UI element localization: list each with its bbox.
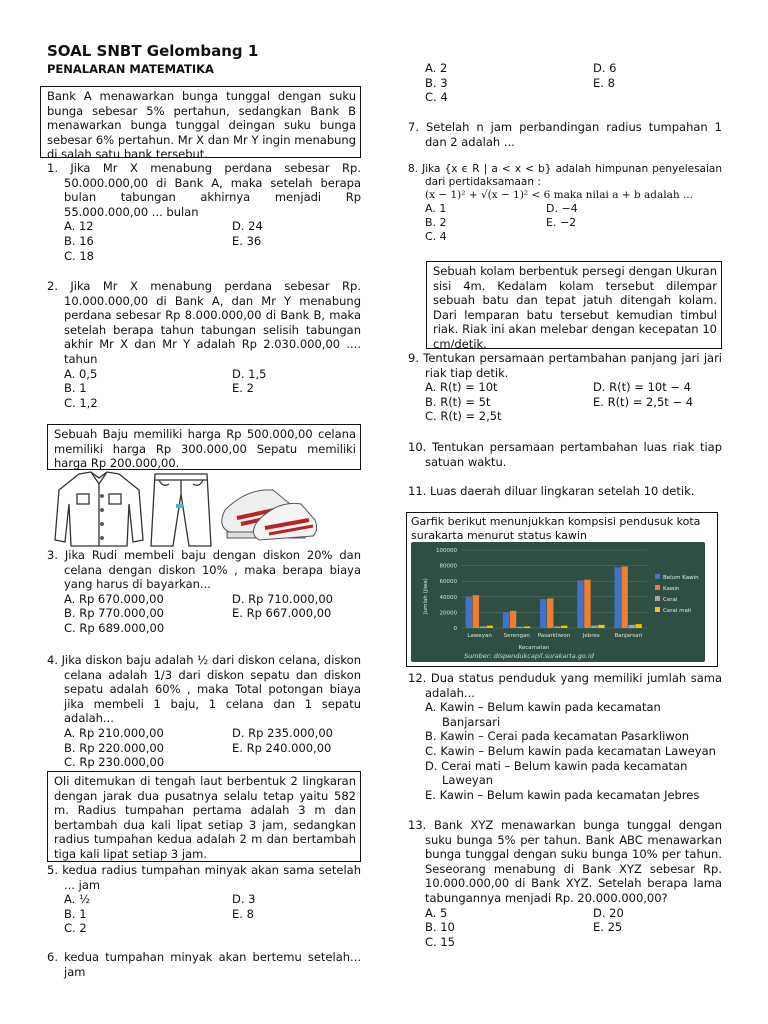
chart-bar [540,599,546,628]
question-9-stem: 9. Tentukan persamaan pertambahan panjang jari jari riak tiap detik. [408,351,722,380]
question-9-option-c[interactable]: C. R(t) = 2,5t [425,409,502,424]
question-3-stem: 3. Jika Rudi membeli baju dengan diskon 20% dan celana dengan diskon 10% , maka berapa biaya yang harus di bayarkan... [47,548,361,592]
question-13-stem: 13. Bank XYZ menawarkan bunga tunggal dengan suku bunga 5% per tahun. Bank ABC menawarkan bunga tunggal dengan suku bunga 10% per tahun. Seseorang menabung di Bank XYZ sebesar Rp. 10.000.000,00 di Bank XYZ. Setelah berapa lama tabungannya menjadi Rp. 20.000.000,00? [408,818,722,905]
page-title: SOAL SNBT Gelombang 1 [47,42,259,60]
page-subtitle: PENALARAN MATEMATIKA [47,62,214,76]
question-4 [47,653,361,770]
question-1-stem: 1. Jika Mr X menabung perdana sebesar Rp. 50.000.000,00 di Bank A, maka setelah berapa bulan tabungan akhirnya menjadi Rp 55.000.000,00 ... bulan [47,161,361,219]
chart-legend-label: Kawin [663,586,680,592]
question-4-stem: 4. Jika diskon baju adalah ½ dari diskon celana, diskon celana adalah 1/3 dari diskon sepatu dan diskon sepatu adalah 60% , maka Total potongan biaya jika membeli 1 baju, 1 celana dan 1 sepatu adalah... [47,653,361,726]
question-5-option-b[interactable]: B. 1 [64,906,87,921]
chart-legend-swatch [655,585,660,590]
question-11-stem: 11. Luas daerah diluar lingkaran setelah 10 detik. [408,484,695,498]
oil-spill-context-text: Oli ditemukan di tengah laut berbentuk 2 lingkaran dengan jarak dua pusatnya selalu tetap yaitu 582 m. Radius tumpahan pertama adalah 3 m dan bertambah dua kali lipat setiap 3 jam, sedangkan radius tumpahan kedua adalah 2 m dan bertambah tiga kali lipat setiap 3 jam. [54,774,356,861]
question-12-option-a[interactable]: A. Kawin – Belum kawin pada kecamatan Banjarsari [425,700,661,729]
chart-legend-label: Cerai mati [663,608,692,614]
oil-spill-context-box [47,771,361,862]
population-chart [411,542,705,662]
question-6-option-c[interactable]: C. 4 [425,90,448,105]
shirt-icon [55,472,143,546]
question-5-option-d[interactable]: D. 3 [232,892,256,907]
question-5-option-c[interactable]: C. 2 [64,921,87,936]
question-13-option-c[interactable]: C. 15 [425,934,455,949]
chart-bar [466,597,472,628]
question-2-option-d[interactable]: D. 1,5 [232,366,267,381]
question-12-option-b[interactable]: B. Kawin – Cerai pada kecamatan Pasarkliwon [425,729,690,744]
chart-bar [524,626,530,628]
question-9-option-e[interactable]: E. R(t) = 2,5t − 4 [593,394,694,409]
question-3 [47,548,361,636]
question-6-stem: 6. kedua tumpahan minyak akan bertemu setelah... jam [47,950,361,979]
chart-legend-swatch [655,607,660,612]
chart-x-tick-label: Laweyan [467,633,492,639]
question-2-option-a[interactable]: A. 0,5 [64,366,98,381]
chart-y-tick-label: 20000 [439,610,457,617]
question-12-option-c[interactable]: C. Kawin – Belum kawin pada kecamatan Laweyan [425,743,716,758]
chart-source: Sumber: dispendukcapil.surakarta.go.id [464,652,594,660]
question-7-stem: 7. Setelah n jam perbandingan radius tumpahan 1 dan 2 adalah ... [408,120,722,149]
question-13-option-e[interactable]: E. 25 [593,920,623,935]
question-12 [408,671,722,802]
question-6-option-d[interactable]: D. 6 [593,61,617,75]
question-10 [408,440,722,469]
question-4-option-c[interactable]: C. Rp 230.000,00 [64,755,165,770]
question-1-option-a[interactable]: A. 12 [64,219,94,234]
chart-x-tick-label: Jebres [582,633,600,639]
chart-bar [621,566,627,628]
chart-bar [591,626,597,628]
question-8-option-e[interactable]: E. −2 [546,216,577,229]
chart-bar [577,580,583,628]
question-3-option-d[interactable]: D. Rp 710.000,00 [232,591,333,606]
chart-y-tick-label: 80000 [439,563,457,570]
question-6-option-e[interactable]: E. 8 [593,75,615,90]
question-4-option-e[interactable]: E. Rp 240.000,00 [232,740,332,755]
chart-legend-label: Belum Kawin [663,575,699,581]
question-12-option-e[interactable]: E. Kawin – Belum kawin pada kecamatan Jebres [425,787,700,802]
question-4-option-b[interactable]: B. Rp 220.000,00 [64,740,164,755]
chart-bar [503,612,509,628]
pond-context-text: Sebuah kolam berbentuk persegi dengan Ukuran sisi 4m. Kedalam kolam tersebut dilempar sebuah batu dan tepat jatuh ditengah kolam. Dari lemparan batu tersebut kemudian timbul riak. Riak ini akan melebar dengan kecepatan 10 cm/detik. [433,264,717,351]
question-8-option-c[interactable]: C. 4 [425,230,447,243]
question-6 [47,950,361,979]
question-2-option-e[interactable]: E. 2 [232,381,254,396]
chart-y-tick-label: 0 [453,626,457,632]
chart-bar [480,626,486,628]
question-1-option-b[interactable]: B. 16 [64,233,94,248]
question-2 [47,279,361,410]
question-11 [408,484,722,499]
trousers-icon [151,474,211,546]
chart-x-axis-label: Kecamatan [518,645,550,651]
question-13-option-b[interactable]: B. 10 [425,920,455,935]
question-4-option-d[interactable]: D. Rp 235.000,00 [232,725,333,740]
chart-background [411,542,705,662]
question-13 [408,818,722,949]
question-6-option-a[interactable]: A. 2 [425,61,448,75]
chart-context-text: Garfik berikut menunjukkan kompsisi pendusuk kota surakarta menurut status kawin [411,515,701,542]
clothing-illustration [47,470,317,548]
chart-bar [547,598,553,628]
question-1-option-e[interactable]: E. 36 [232,233,262,248]
chart-bar [584,580,590,628]
question-1 [47,161,361,263]
chart-legend-swatch [655,596,660,601]
pond-context-box [426,261,722,349]
chart-bar [510,611,516,628]
chart-y-tick-label: 40000 [439,594,457,601]
chart-y-tick-label: 60000 [439,579,457,586]
question-8-option-d[interactable]: D. −4 [546,202,578,215]
question-5-option-e[interactable]: E. 8 [232,906,254,921]
chart-bar [635,624,641,628]
question-3-option-e[interactable]: E. Rp 667.000,00 [232,606,332,621]
question-9 [408,351,722,424]
question-9-option-d[interactable]: D. R(t) = 10t − 4 [593,380,691,395]
question-13-option-d[interactable]: D. 20 [593,905,624,920]
question-3-option-c[interactable]: C. Rp 689.000,00 [64,620,165,635]
chart-bar [473,595,479,628]
question-12-option-d[interactable]: D. Cerai mati – Belum kawin pada kecamatan Laweyan [425,758,688,788]
question-3-option-a[interactable]: A. Rp 670.000,00 [64,591,164,606]
chart-legend-label: Cerai [663,597,678,603]
chart-bar [561,626,567,628]
question-5-option-a[interactable]: A. ½ [64,892,91,907]
question-5 [47,863,361,936]
question-2-option-b[interactable]: B. 1 [64,381,87,396]
chart-x-tick-label: Pasarkliwon [537,633,571,639]
question-2-stem: 2. Jika Mr X menabung perdana sebesar Rp. 10.000.000,00 di Bank A, dan Mr Y menabung perdana sebesar Rp 8.000.000,00 di Bank B, maka setelah berapa tahun tabungan selisih tabungan akhir Mr X dan Mr Y adalah Rp 2.030.000,00 .... tahun [47,279,361,366]
question-5-stem: 5. kedua radius tumpahan minyak akan sama setelah ... jam [47,863,361,892]
question-9-option-a[interactable]: A. R(t) = 10t [425,380,498,395]
question-3-option-b[interactable]: B. Rp 770.000,00 [64,606,164,621]
chart-bar [598,625,604,628]
question-7 [408,120,722,149]
question-13-option-a[interactable]: A. 5 [425,905,448,920]
chart-bar [614,567,620,628]
question-8-option-b[interactable]: B. 2 [425,216,447,229]
chart-bar [487,626,493,628]
sneakers-icon [222,490,317,540]
question-1-option-c[interactable]: C. 18 [64,248,94,263]
bank-context-box [40,86,361,162]
chart-y-tick-label: 100000 [436,548,457,554]
question-8-stem: 8. Jika {x ϵ R | a < x < b} adalah himpunan penyelesaian dari pertidaksamaan : [408,163,722,188]
question-4-option-a[interactable]: A. Rp 210.000,00 [64,725,164,740]
question-9-option-b[interactable]: B. R(t) = 5t [425,394,491,409]
question-6-options [425,61,725,105]
clothes-context-box [47,424,361,470]
question-10-stem: 10. Tentukan persamaan pertambahan luas riak tiap satuan waktu. [408,440,722,469]
question-8-option-a[interactable]: A. 1 [425,202,447,215]
question-12-stem: 12. Dua status penduduk yang memiliki jumlah sama adalah... [408,671,722,700]
question-2-option-c[interactable]: C. 1,2 [64,395,98,410]
chart-x-tick-label: Banjarsari [614,633,643,639]
chart-legend-swatch [655,574,660,579]
question-6-option-b[interactable]: B. 3 [425,75,448,90]
question-8-formula: (x − 1)² + √(x − 1)² < 6 maka nilai a + b adalah ... [425,189,693,201]
chart-x-tick-label: Serengan [503,633,530,639]
chart-y-axis-label: Jumlah (jiwa) [423,578,429,614]
chart-bar [517,627,523,628]
clothes-context-text: Sebuah Baju memiliki harga Rp 500.000,00 celana memiliki harga Rp 300.000,00 Sepatu memiliki harga Rp 200.000,00. [54,427,356,471]
chart-bar [628,625,634,628]
bank-context-text: Bank A menawarkan bunga tunggal dengan suku bunga sebesar 5% pertahun, sedangkan Bank B menawarkan bunga tunggal deingan suku bunga sebesar 6% pertahun. Mr X dan Mr Y ingin menabung di salah satu bank tersebut. [47,89,356,162]
question-8 [408,163,722,244]
question-1-option-d[interactable]: D. 24 [232,219,263,234]
chart-bar [554,626,560,628]
